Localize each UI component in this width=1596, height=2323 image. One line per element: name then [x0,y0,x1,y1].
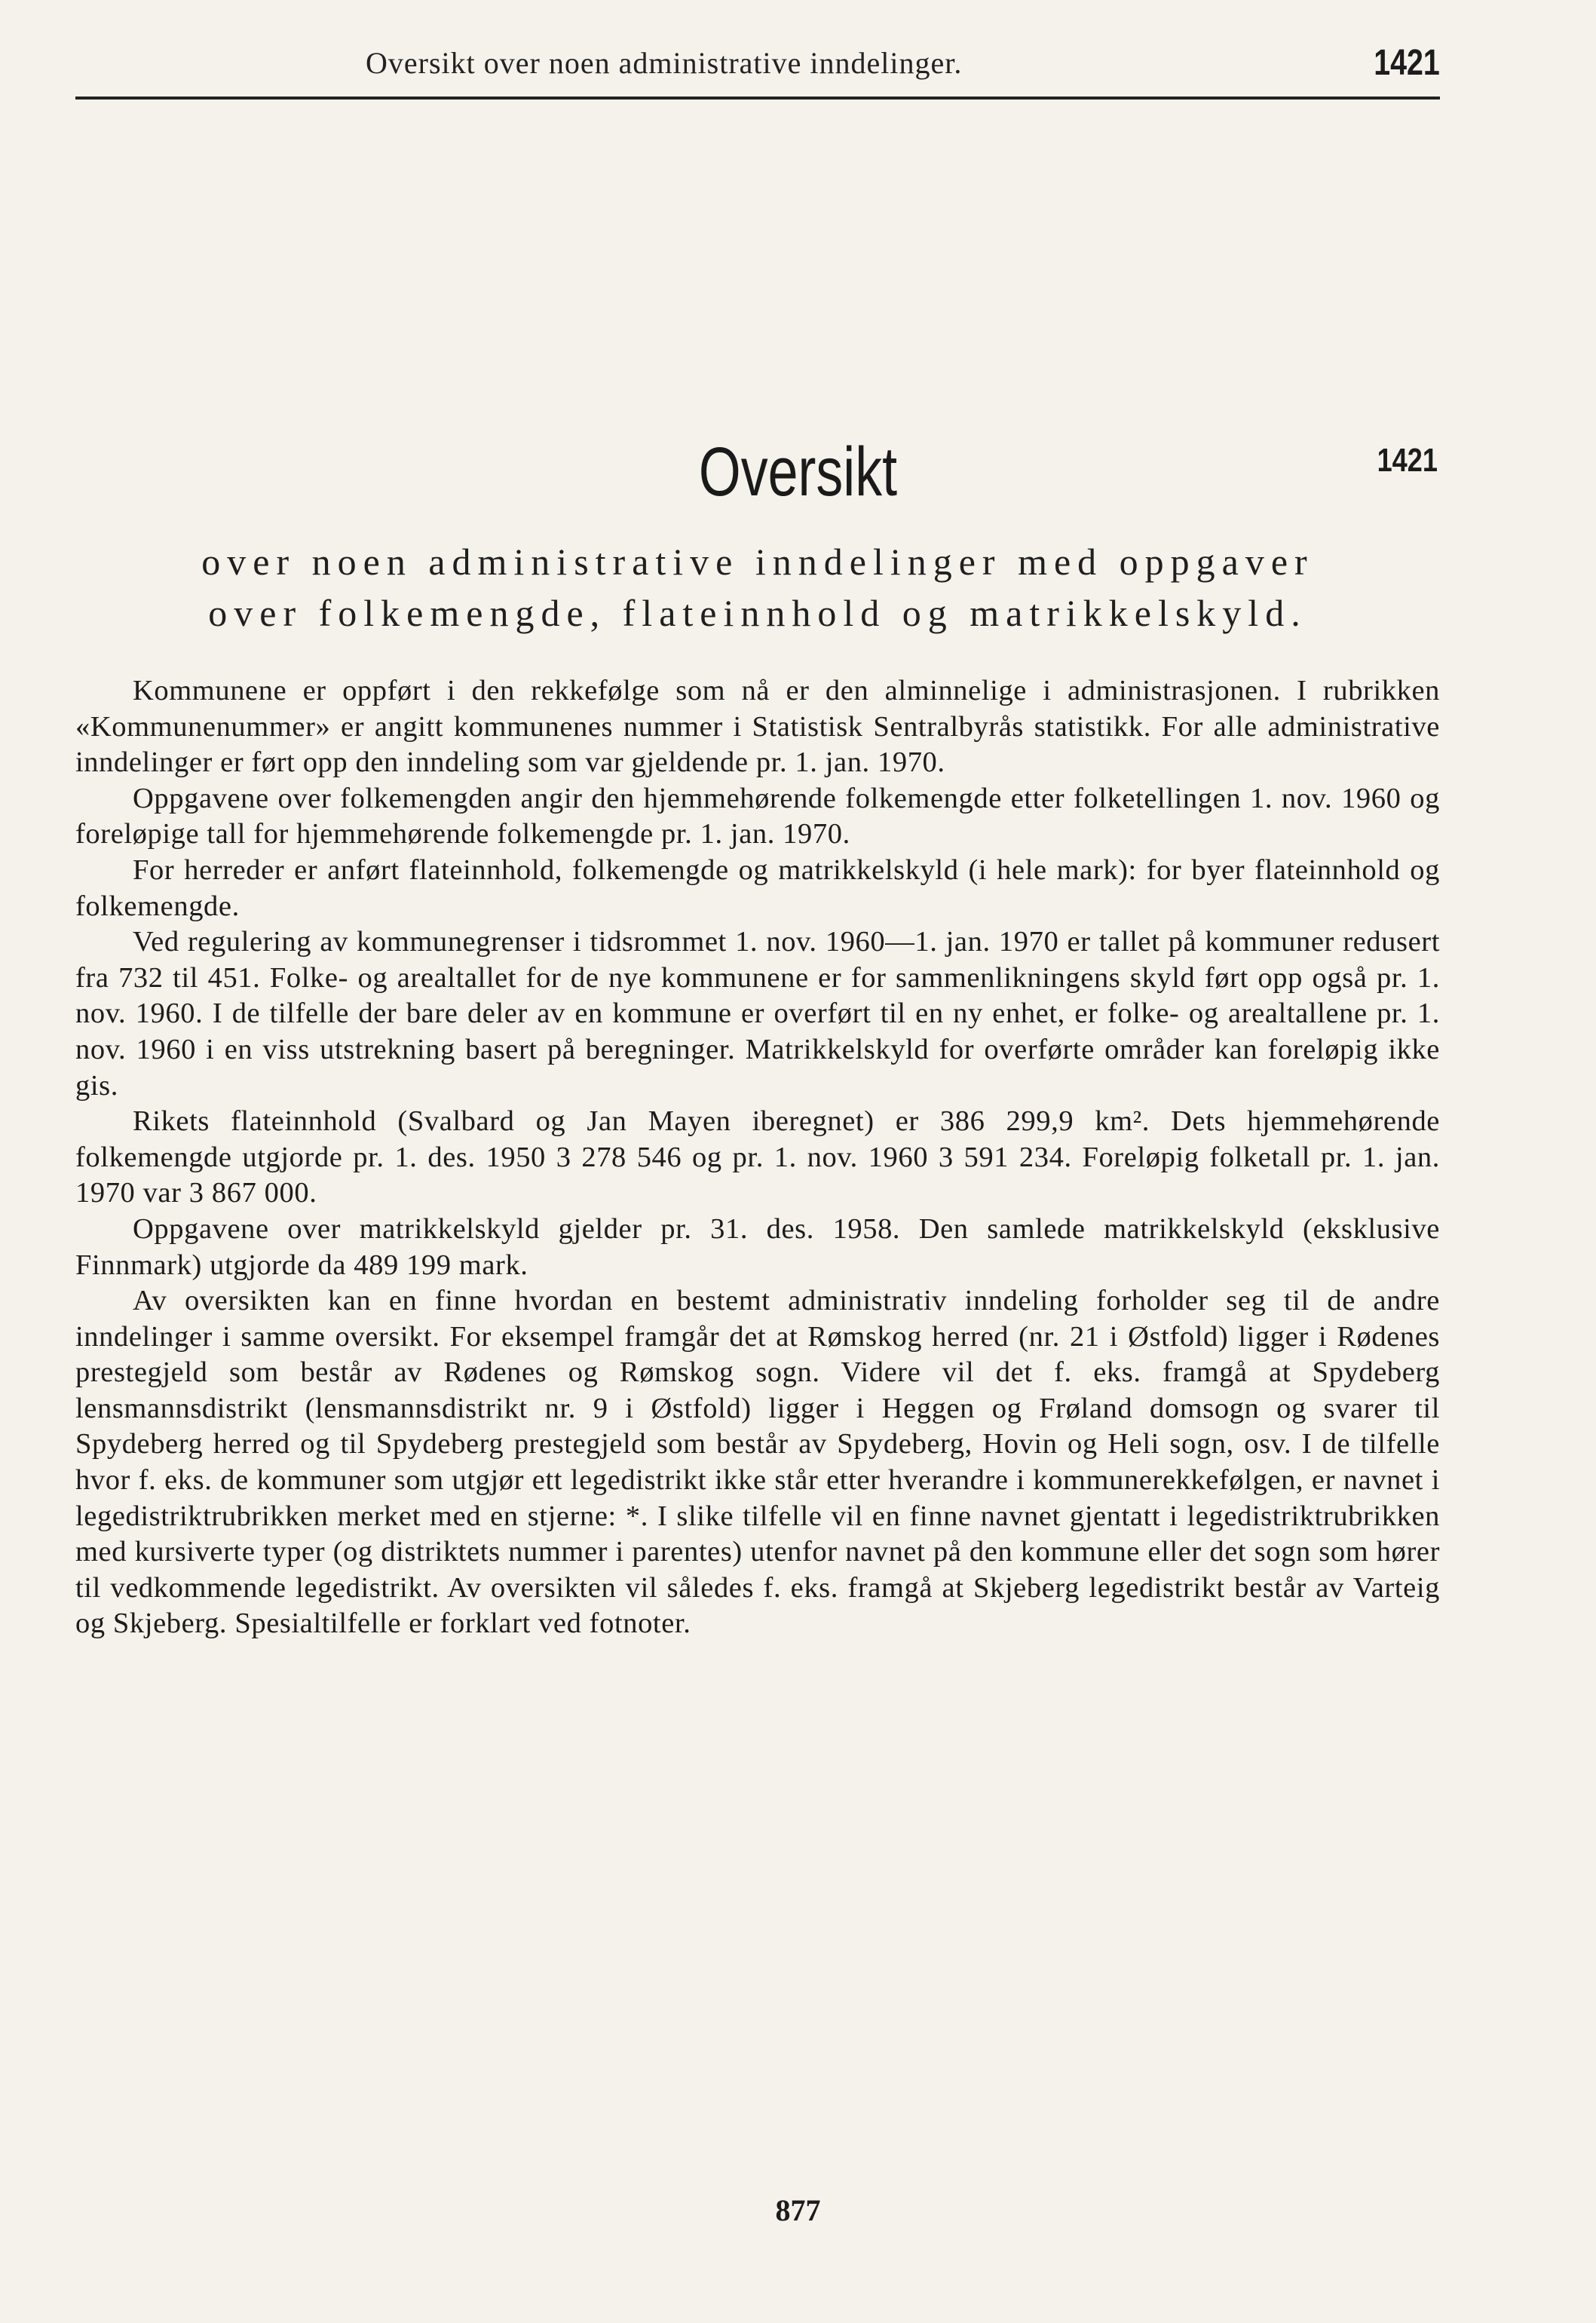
paragraph-6: Oppgavene over matrikkelskyld gjelder pr. 31. des. 1958. Den samlede matrikkelskyld (eksklusive Finnmark) utgjorde da 489 199 mark. [75,1212,1440,1281]
header-section-number: 1421 [1374,43,1440,83]
paragraph-7: Av oversikten kan en finne hvordan en bestemt administrativ inndeling forholder seg til de andre inndelinger i samme oversikt. For eksempel framgår det at Rømskog herred (nr. 21 i Østfold) ligger i Rødenes prestegjeld som består av Rødenes og Rømskog sogn. Videre vil det f. eks. framgå at Spydeberg lensmannsdistrikt (lensmannsdistrikt nr. 9 i Østfold) ligger i Heggen og Frøland domsogn og svarer til Spydeberg herred og til Spydeberg prestegjeld som består av Spydeberg, Hovin og Heli sogn, osv. I de tilfelle hvor f. eks. de kommuner som utgjør ett legedistrikt ikke står etter hverandre i kommunerekkefølgen, er navnet i legedistriktrubrikken merket med en stjerne: *. I slike tilfelle vil en finne navnet gjentatt i legedistriktrubrikken med kursiverte typer (og distriktets nummer i parentes) utenfor navnet på den kommune eller det sogn som hører til vedkommende legedistrikt. Av oversikten vil således f. eks. framgå at Skjeberg legedistrikt består av Varteig og Skjeberg. Spesialtilfelle er forklart ved fotnoter. [75,1285,1440,1640]
page-title: Oversikt [698,434,898,510]
header-rule [75,97,1440,100]
paragraph-2: Oppgavene over folkemengden angir den hjemmehørende folkemengde etter folketellingen 1. nov. 1960 og foreløpige tall for hjemmehørende folkemengde pr. 1. jan. 1970. [75,782,1440,850]
page-number: 877 [775,2193,821,2227]
paragraph-1: Kommunene er oppført i den rekkefølge som nå er den alminnelige i administrasjonen. I rubrikken «Kommunenummer» er angitt kommunenes nummer i Statistisk Sentralbyrås statistikk. For alle administrative inndelinger er ført opp den inndeling som var gjeldende pr. 1. jan. 1970. [75,675,1440,779]
subtitle-line-1: over noen administrative inndelinger med oppgaver [201,541,1314,583]
body-text [75,673,1440,1642]
running-header [75,42,1440,87]
paragraph-4: Ved regulering av kommunegrenser i tidsrommet 1. nov. 1960—1. jan. 1970 er tallet på kommuner redusert fra 732 til 451. Folke- og arealtallet for de nye kommunene er for sammenlikningens skyld ført opp også pr. 1. nov. 1960. I de tilfelle der bare deler av en kommune er overført til en ny enhet, er folke- og arealtallene pr. 1. nov. 1960 i en viss utstrekning basert på beregninger. Matrikkelskyld for overførte områder kan foreløpig ikke gis. [75,926,1440,1102]
title-section-number: 1421 [1377,442,1438,479]
subtitle-line-2: over folkemengde, flateinnhold og matrikkelskyld. [208,592,1307,634]
running-title: Oversikt over noen administrative inndelinger. [366,46,963,80]
paragraph-3: For herreder er anført flateinnhold, folkemengde og matrikkelskyld (i hele mark): for byer flateinnhold og folkemengde. [75,854,1440,922]
paragraph-5: Rikets flateinnhold (Svalbard og Jan Mayen iberegnet) er 386 299,9 km². Dets hjemmehørende folkemengde utgjorde pr. 1. des. 1950 3 278 546 og pr. 1. nov. 1960 3 591 234. Foreløpig folketall pr. 1. jan. 1970 var 3 867 000. [75,1105,1440,1209]
